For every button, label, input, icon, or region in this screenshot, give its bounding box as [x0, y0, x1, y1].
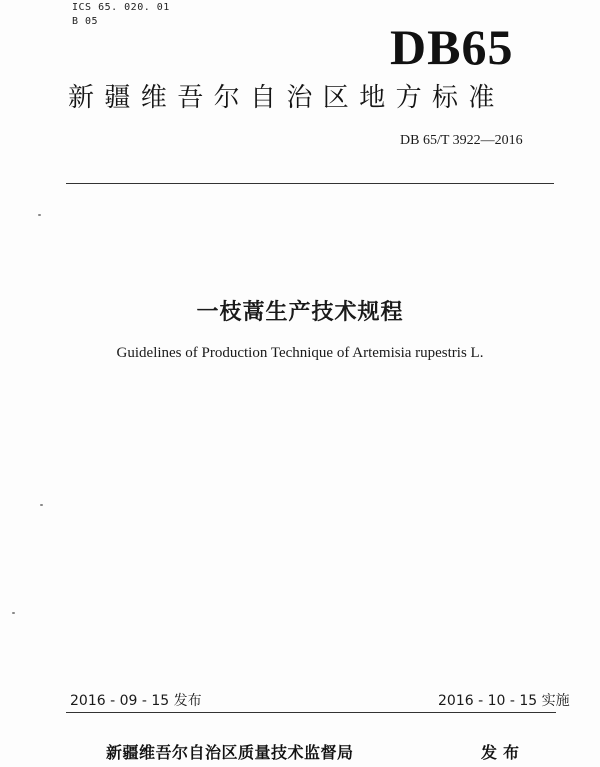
document-title-english: Guidelines of Production Technique of Artemisia rupestris L. — [116, 345, 484, 361]
standard-mark: DB65 — [390, 19, 514, 75]
document-title-chinese: 一枝蒿生产技术规程 — [196, 300, 404, 325]
ccs-code: B 05 — [72, 16, 99, 27]
implementation-date: 2016 - 10 - 15 实施 — [438, 693, 570, 709]
scan-speck — [38, 214, 41, 216]
standard-type-heading: 新疆维吾尔自治区地方标准 — [68, 83, 505, 113]
footer-divider — [66, 712, 556, 713]
header-divider — [66, 183, 554, 184]
issue-label: 发布 — [481, 743, 526, 762]
scan-speck — [12, 612, 15, 614]
standard-number: DB 65/T 3922—2016 — [400, 133, 523, 148]
scan-speck — [40, 504, 43, 506]
release-date: 2016 - 09 - 15 发布 — [70, 693, 202, 709]
ics-code: ICS 65. 020. 01 — [72, 2, 170, 13]
issuing-authority: 新疆维吾尔自治区质量技术监督局 — [106, 743, 354, 762]
